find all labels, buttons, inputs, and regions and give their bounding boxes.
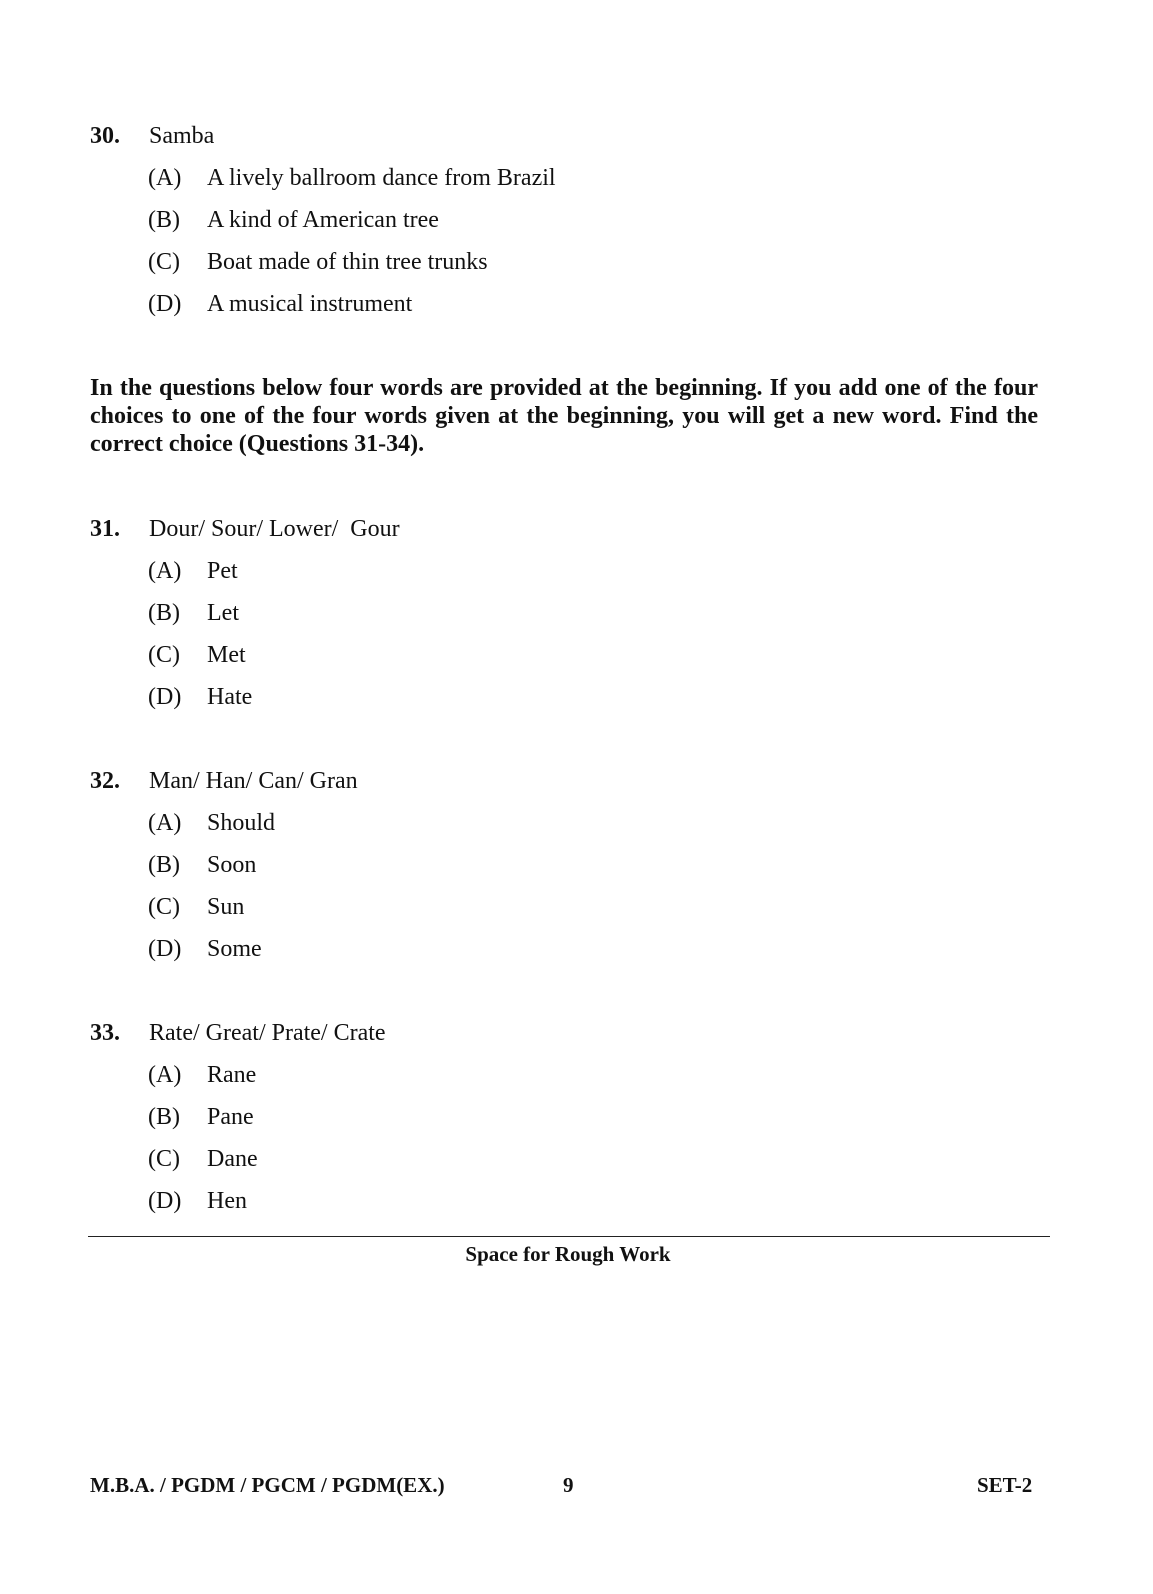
option-b [90, 1104, 1050, 1130]
option-a [90, 165, 1050, 191]
option-label: (C) [148, 642, 180, 668]
option-text: A lively ballroom dance from Brazil [207, 165, 556, 191]
option-text: Let [207, 600, 239, 626]
option-label: (D) [148, 684, 182, 710]
option-text: Met [207, 642, 246, 668]
question-stem: Samba [149, 123, 215, 149]
option-b [90, 600, 1050, 626]
option-c [90, 894, 1050, 920]
option-b [90, 852, 1050, 878]
question-number: 32. [90, 768, 120, 794]
option-text: Hen [207, 1188, 247, 1214]
option-text: Should [207, 810, 276, 836]
option-label: (A) [148, 1062, 182, 1088]
rough-work-label: Space for Rough Work [465, 1242, 671, 1266]
option-text: Some [207, 936, 262, 962]
option-text: Boat made of thin tree trunks [207, 249, 488, 275]
option-text: Hate [207, 684, 253, 710]
question-32 [90, 768, 1050, 962]
option-text: A kind of American tree [207, 207, 439, 233]
question-stem: Dour/ Sour/ Lower/ Gour [149, 516, 400, 542]
footer-page-number: 9 [563, 1473, 574, 1497]
option-c [90, 642, 1050, 668]
option-label: (A) [148, 558, 182, 584]
option-text: Rane [207, 1062, 257, 1088]
option-label: (B) [148, 600, 180, 626]
option-text: Pet [207, 558, 238, 584]
option-text: Pane [207, 1104, 254, 1130]
rough-work-divider [88, 1236, 1050, 1237]
question-number: 33. [90, 1020, 120, 1046]
option-text: Sun [207, 894, 245, 920]
option-d [90, 1188, 1050, 1214]
option-text: Soon [207, 852, 257, 878]
option-label: (C) [148, 1146, 180, 1172]
option-label: (B) [148, 1104, 180, 1130]
option-label: (B) [148, 852, 180, 878]
question-30 [90, 123, 1050, 317]
option-label: (D) [148, 1188, 182, 1214]
question-number: 31. [90, 516, 120, 542]
option-a [90, 558, 1050, 584]
option-text: Dane [207, 1146, 258, 1172]
question-33 [90, 1020, 1050, 1214]
option-label: (D) [148, 936, 182, 962]
option-c [90, 1146, 1050, 1172]
option-text: A musical instrument [207, 291, 413, 317]
option-label: (C) [148, 249, 180, 275]
option-d [90, 684, 1050, 710]
question-number: 30. [90, 123, 120, 149]
option-label: (C) [148, 894, 180, 920]
option-label: (A) [148, 165, 182, 191]
footer-set: SET-2 [977, 1473, 1033, 1497]
footer-program: M.B.A. / PGDM / PGCM / PGDM(EX.) [90, 1473, 445, 1497]
question-31 [90, 516, 1050, 710]
option-a [90, 810, 1050, 836]
option-d [90, 291, 1050, 317]
instruction-text: In the questions below four words are provided at the beginning. If you add one of the four choices to one of the four words given at the beginning, you will get a new word. Find the correct choice (Questions 31-34). [90, 375, 1038, 457]
option-label: (D) [148, 291, 182, 317]
option-b [90, 207, 1050, 233]
option-label: (B) [148, 207, 180, 233]
question-stem: Rate/ Great/ Prate/ Crate [149, 1020, 386, 1046]
question-stem: Man/ Han/ Can/ Gran [149, 768, 358, 794]
option-label: (A) [148, 810, 182, 836]
option-a [90, 1062, 1050, 1088]
option-c [90, 249, 1050, 275]
option-d [90, 936, 1050, 962]
